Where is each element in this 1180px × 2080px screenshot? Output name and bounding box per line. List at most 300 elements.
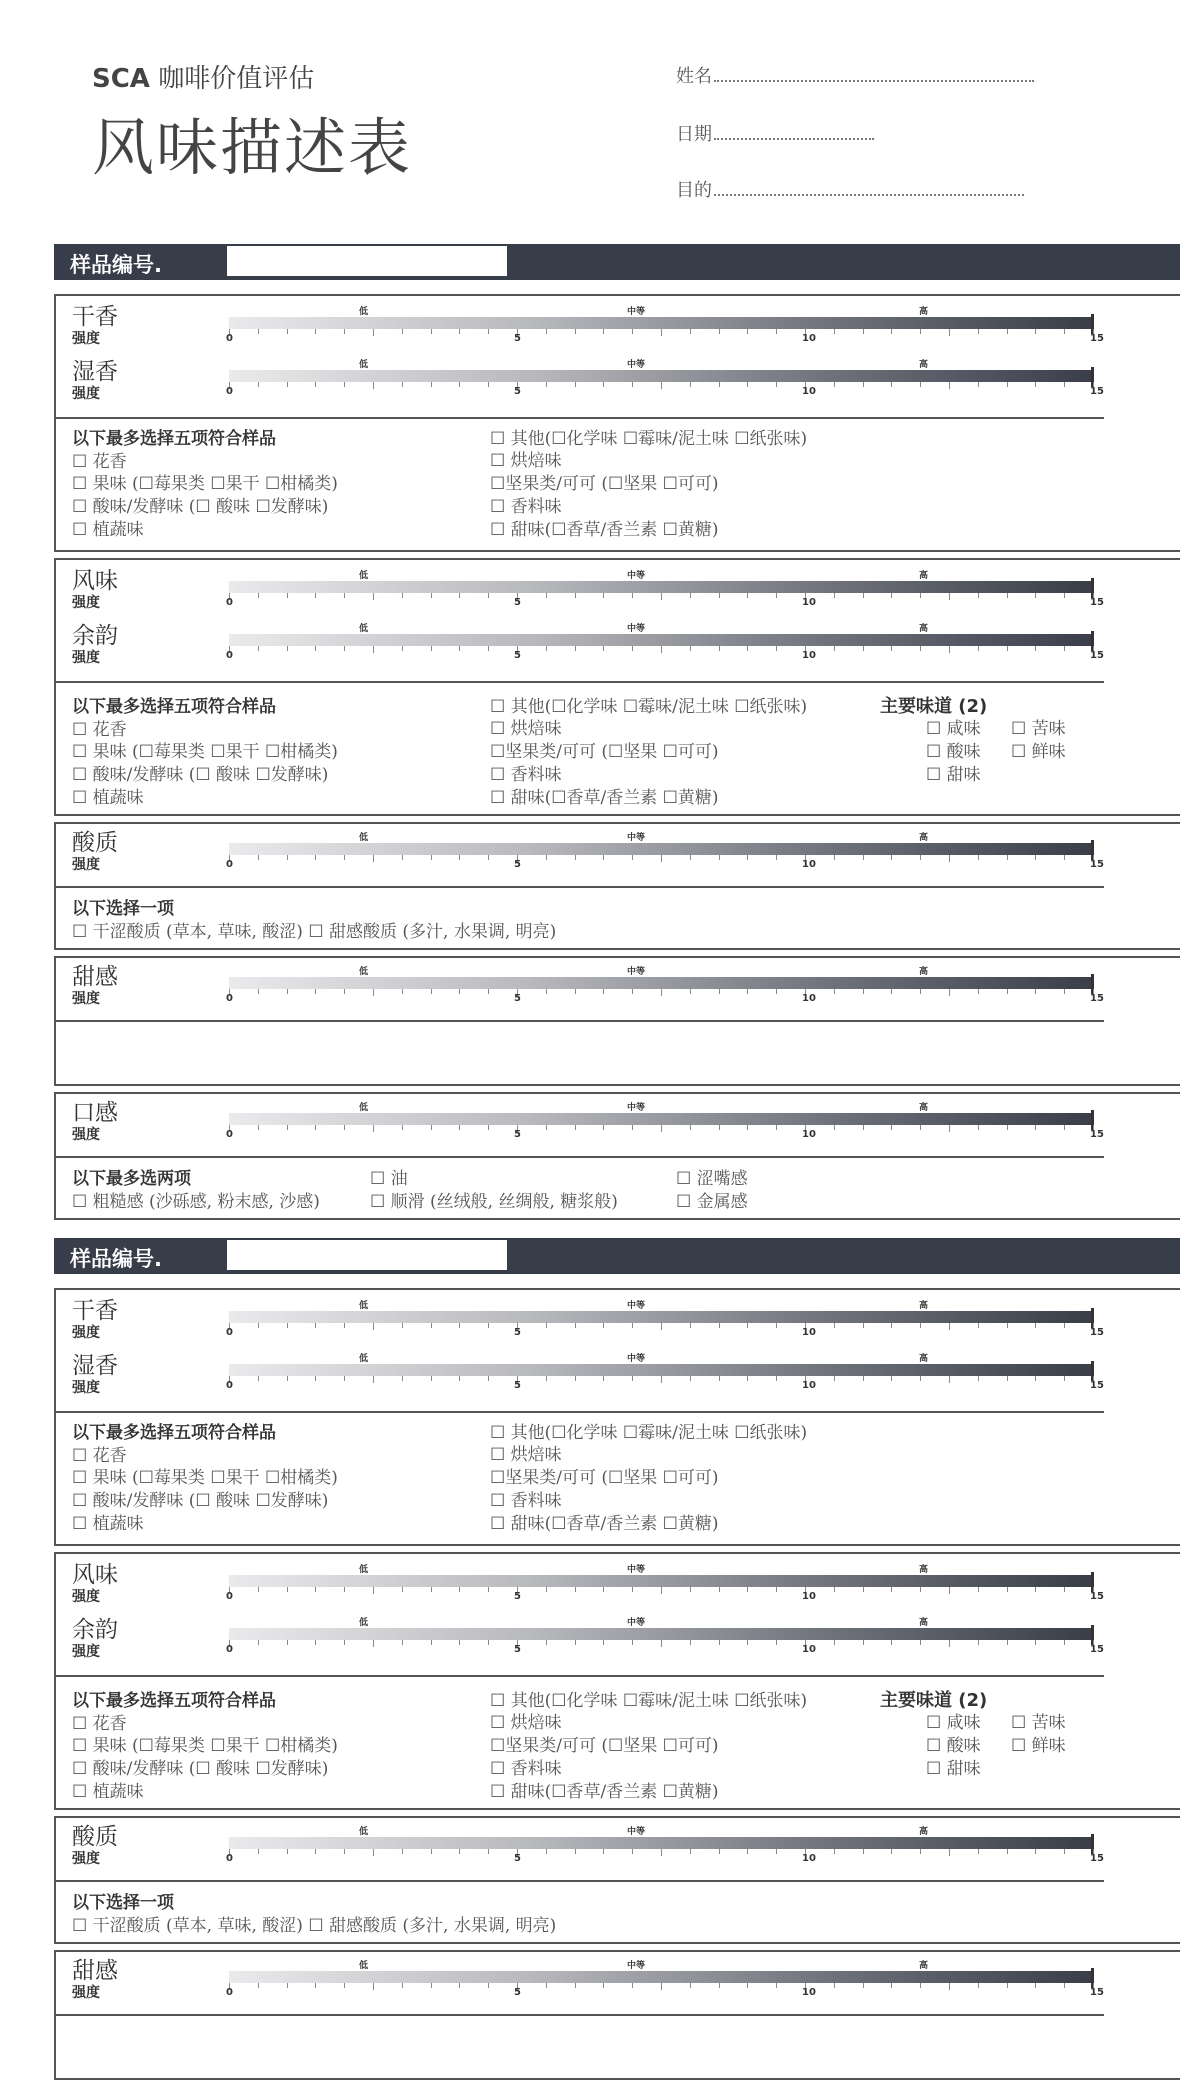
scale-tick: [373, 1125, 374, 1132]
option-sweet[interactable]: ☐ 甜味(☐香草/香兰素 ☐黄糖): [490, 520, 719, 540]
main-taste-salty[interactable]: ☐ 咸味: [926, 1713, 981, 1733]
form-subtitle: SCA 咖啡价值评估: [92, 64, 315, 94]
scale-tick: [488, 1587, 489, 1592]
fragrance-intensity-scale[interactable]: [226, 1298, 1109, 1338]
sweetness-card: [54, 1950, 1180, 2080]
intensity-bar[interactable]: [229, 370, 1093, 382]
main-taste-sweet[interactable]: ☐ 甜味: [926, 1759, 981, 1779]
option-spice[interactable]: ☐ 香料味: [490, 765, 562, 785]
scale-tick: [1035, 1125, 1036, 1130]
scale-tick: [546, 593, 547, 598]
scale-tick: [431, 1640, 432, 1645]
scale-tick: [373, 1849, 374, 1856]
scale-tick: [431, 1849, 432, 1854]
divider: [56, 886, 1104, 888]
main-taste-umami[interactable]: ☐ 鲜味: [1011, 742, 1066, 762]
acidity-options[interactable]: ☐ 干涩酸质 (草本, 草味, 酸涩) ☐ 甜感酸质 (多汁, 水果调, 明亮): [72, 1916, 557, 1936]
scale-tick: [891, 593, 892, 598]
sweetness-title: 甜感: [72, 1958, 118, 1984]
acidity-intensity-label: 强度: [72, 857, 100, 873]
option-sour[interactable]: ☐ 酸味/发酵味 (☐ 酸味 ☐发酵味): [72, 1759, 329, 1779]
scale-tick: [747, 1376, 748, 1381]
scale-tick: [690, 1125, 691, 1130]
scale-tick: [747, 1323, 748, 1328]
intensity-bar[interactable]: [229, 1837, 1093, 1849]
option-floral[interactable]: ☐ 花香: [72, 452, 127, 472]
option-spice[interactable]: ☐ 香料味: [490, 1759, 562, 1779]
scale-number: 0: [226, 333, 233, 344]
mouthfeel-rough[interactable]: ☐ 粗糙感 (沙砾感, 粉末感, 沙感): [72, 1192, 320, 1212]
scale-tick: [344, 329, 345, 334]
scale-number: 0: [226, 859, 233, 870]
acidity-label: [72, 1824, 118, 1868]
scale-tick: [978, 646, 979, 651]
fragrance-intensity-label: 强度: [72, 1325, 100, 1341]
scale-tick: [488, 593, 489, 598]
scale-number: 0: [226, 1129, 233, 1140]
scale-number: 5: [514, 993, 521, 1004]
scale-tick: [1007, 1125, 1008, 1130]
scale-low-label: 低: [359, 360, 369, 370]
scale-tick: [719, 855, 720, 860]
option-roasted[interactable]: ☐ 烘焙味: [490, 1445, 562, 1465]
scale-tick: [287, 1587, 288, 1592]
aroma-intensity-scale[interactable]: [226, 357, 1109, 397]
scale-tick: [978, 1983, 979, 1988]
scale-tick: [661, 1849, 662, 1856]
scale-tick: [373, 1587, 374, 1594]
scale-tick: [834, 329, 835, 334]
scale-mid-label: 中等: [627, 1618, 646, 1628]
scale-tick: [546, 1983, 547, 1988]
main-taste-salty[interactable]: ☐ 咸味: [926, 719, 981, 739]
scale-high-label: 高: [919, 624, 929, 634]
scale-tick: [488, 1849, 489, 1854]
flavor-intensity-scale[interactable]: [226, 1562, 1109, 1602]
scale-tick: [344, 593, 345, 598]
scale-tick: [776, 646, 777, 651]
scale-tick: [834, 593, 835, 598]
scale-tick: [719, 646, 720, 651]
scale-tick: [1035, 855, 1036, 860]
scale-tick: [719, 1640, 720, 1645]
scale-number: 15: [1090, 386, 1104, 397]
scale-tick: [891, 989, 892, 994]
scale-tick: [776, 855, 777, 860]
option-roasted[interactable]: ☐ 烘焙味: [490, 451, 562, 471]
scale-high-label: 高: [919, 1301, 929, 1311]
option-floral[interactable]: ☐ 花香: [72, 1714, 127, 1734]
scale-number: 15: [1090, 597, 1104, 608]
scale-tick: [402, 329, 403, 334]
scale-tick: [1007, 329, 1008, 334]
scale-tick: [344, 1587, 345, 1592]
scale-low-label: 低: [359, 1618, 369, 1628]
scale-tick: [287, 1376, 288, 1381]
scale-tick: [690, 1849, 691, 1854]
option-other[interactable]: ☐ 其他(☐化学味 ☐霉味/泥土味 ☐纸张味): [490, 697, 808, 717]
scale-tick: [1035, 1376, 1036, 1381]
scale-number: 10: [802, 1129, 816, 1140]
scale-tick: [575, 382, 576, 387]
scale-tick: [287, 646, 288, 651]
scale-tick: [834, 646, 835, 651]
option-roasted[interactable]: ☐ 烘焙味: [490, 1713, 562, 1733]
scale-tick: [344, 1376, 345, 1381]
scale-tick: [1007, 382, 1008, 387]
main-taste-bitter[interactable]: ☐ 苦味: [1011, 719, 1066, 739]
option-sweet[interactable]: ☐ 甜味(☐香草/香兰素 ☐黄糖): [490, 1782, 719, 1802]
scale-mid-label: 中等: [627, 967, 646, 977]
scale-tick: [373, 329, 374, 336]
fragrance-aroma-card: [54, 1288, 1180, 1546]
option-sweet[interactable]: ☐ 甜味(☐香草/香兰素 ☐黄糖): [490, 788, 719, 808]
option-veg[interactable]: ☐ 植蔬味: [72, 1514, 144, 1534]
scale-number: 15: [1090, 1591, 1104, 1602]
scale-tick: [1035, 329, 1036, 334]
scale-tick: [978, 1849, 979, 1854]
fragrance-title: 干香: [72, 1298, 118, 1324]
scale-tick: [661, 1125, 662, 1132]
flavor-intensity-label: 强度: [72, 595, 100, 611]
option-veg[interactable]: ☐ 植蔬味: [72, 788, 144, 808]
scale-tick: [690, 1640, 691, 1645]
scale-tick: [1064, 1587, 1065, 1592]
scale-tick: [287, 1640, 288, 1645]
scale-tick: [776, 329, 777, 334]
scale-tick: [834, 1640, 835, 1645]
scale-tick: [287, 1849, 288, 1854]
scale-number: 15: [1090, 859, 1104, 870]
intensity-bar[interactable]: [229, 843, 1093, 855]
scale-tick: [402, 1125, 403, 1130]
aroma-intensity-label: 强度: [72, 386, 100, 402]
scale-tick: [661, 855, 662, 862]
acidity-intensity-scale[interactable]: [226, 830, 1109, 870]
option-nutty[interactable]: ☐坚果类/可可 (☐坚果 ☐可可): [490, 474, 719, 494]
scale-tick: [863, 1640, 864, 1645]
intensity-bar[interactable]: [229, 634, 1093, 646]
scale-tick: [373, 1983, 374, 1990]
scale-tick: [863, 1125, 864, 1130]
sweetness-intensity-scale[interactable]: [226, 964, 1109, 1004]
divider: [56, 1156, 1104, 1158]
scale-tick: [920, 329, 921, 334]
scale-tick: [603, 1849, 604, 1854]
mouthfeel-intensity-scale[interactable]: [226, 1100, 1109, 1140]
scale-tick: [258, 1983, 259, 1988]
scale-number: 15: [1090, 1129, 1104, 1140]
scale-tick: [575, 1849, 576, 1854]
option-fruity[interactable]: ☐ 果味 (☐莓果类 ☐果干 ☐柑橘类): [72, 742, 338, 762]
scale-tick: [546, 1376, 547, 1381]
option-sour[interactable]: ☐ 酸味/发酵味 (☐ 酸味 ☐发酵味): [72, 497, 329, 517]
option-floral[interactable]: ☐ 花香: [72, 1446, 127, 1466]
scale-tick: [315, 1376, 316, 1381]
scale-tick: [373, 646, 374, 653]
flavor-aftertaste-card: [54, 1552, 1180, 1810]
scale-number: 10: [802, 1853, 816, 1864]
scale-number: 5: [514, 386, 521, 397]
scale-tick: [315, 593, 316, 598]
main-taste-heading: 主要味道 (2): [880, 1690, 988, 1711]
scale-number: 5: [514, 1129, 521, 1140]
scale-tick: [258, 855, 259, 860]
divider: [56, 681, 1104, 683]
scale-low-label: 低: [359, 1565, 369, 1575]
scale-tick: [603, 855, 604, 860]
sweetness-label: [72, 964, 118, 1008]
scale-tick: [661, 1983, 662, 1990]
option-floral[interactable]: ☐ 花香: [72, 720, 127, 740]
scale-tick: [776, 382, 777, 387]
option-other[interactable]: ☐ 其他(☐化学味 ☐霉味/泥土味 ☐纸张味): [490, 1423, 808, 1443]
scale-tick: [1064, 593, 1065, 598]
scale-tick: [258, 1587, 259, 1592]
scale-tick: [488, 1983, 489, 1988]
scale-tick: [863, 382, 864, 387]
scale-tick: [834, 382, 835, 387]
scale-tick: [575, 1125, 576, 1130]
scale-tick: [690, 1323, 691, 1328]
sample-number-band: [54, 244, 1180, 280]
acidity-options[interactable]: ☐ 干涩酸质 (草本, 草味, 酸涩) ☐ 甜感酸质 (多汁, 水果调, 明亮): [72, 922, 557, 942]
scale-tick: [1064, 1849, 1065, 1854]
scale-number: 15: [1090, 333, 1104, 344]
scale-tick: [978, 1640, 979, 1645]
mouthfeel-oily[interactable]: ☐ 油: [370, 1169, 408, 1189]
main-taste-sweet[interactable]: ☐ 甜味: [926, 765, 981, 785]
scale-number: 5: [514, 1380, 521, 1391]
aroma-intensity-scale[interactable]: [226, 1351, 1109, 1391]
scale-tick: [690, 646, 691, 651]
intensity-bar[interactable]: [229, 1113, 1093, 1125]
acidity-intensity-scale[interactable]: [226, 1824, 1109, 1864]
main-taste-umami[interactable]: ☐ 鲜味: [1011, 1736, 1066, 1756]
flavor-intensity-scale[interactable]: [226, 568, 1109, 608]
intensity-bar[interactable]: [229, 1364, 1093, 1376]
sweetness-intensity-scale[interactable]: [226, 1958, 1109, 1998]
scale-high-label: 高: [919, 1565, 929, 1575]
option-spice[interactable]: ☐ 香料味: [490, 497, 562, 517]
scale-tick: [546, 1125, 547, 1130]
scale-tick: [1064, 1323, 1065, 1328]
aftertaste-intensity-scale[interactable]: [226, 1615, 1109, 1655]
scale-tick: [402, 1587, 403, 1592]
scale-number: 5: [514, 650, 521, 661]
option-nutty[interactable]: ☐坚果类/可可 (☐坚果 ☐可可): [490, 1468, 719, 1488]
scale-tick: [488, 1376, 489, 1381]
scale-tick: [863, 989, 864, 994]
scale-tick: [632, 989, 633, 994]
main-taste-sour[interactable]: ☐ 酸味: [926, 1736, 981, 1756]
scale-number: 15: [1090, 1327, 1104, 1338]
scale-tick: [978, 989, 979, 994]
form-title: 风味描述表: [92, 111, 413, 184]
scale-tick: [776, 989, 777, 994]
scale-tick: [344, 855, 345, 860]
scale-mid-label: 中等: [627, 1961, 646, 1971]
scale-tick: [258, 1323, 259, 1328]
scale-tick: [776, 1323, 777, 1328]
scale-tick: [546, 1587, 547, 1592]
scale-tick: [575, 646, 576, 651]
date-field[interactable]: 日期: [676, 120, 874, 146]
scale-tick: [690, 1587, 691, 1592]
scale-tick: [949, 855, 950, 862]
scale-tick: [344, 1849, 345, 1854]
scale-tick: [747, 646, 748, 651]
main-taste-bitter[interactable]: ☐ 苦味: [1011, 1713, 1066, 1733]
acidity-label: [72, 830, 118, 874]
scale-number: 0: [226, 1987, 233, 1998]
scale-number: 10: [802, 1987, 816, 1998]
scale-tick: [661, 382, 662, 389]
scale-tick: [834, 855, 835, 860]
option-sour[interactable]: ☐ 酸味/发酵味 (☐ 酸味 ☐发酵味): [72, 765, 329, 785]
pick-five-instruction: 以下最多选择五项符合样品: [72, 1423, 276, 1443]
option-veg[interactable]: ☐ 植蔬味: [72, 520, 144, 540]
intensity-bar[interactable]: [229, 1311, 1093, 1323]
scale-number: 0: [226, 1644, 233, 1655]
scale-tick: [373, 1640, 374, 1647]
scale-tick: [891, 1640, 892, 1645]
intensity-bar[interactable]: [229, 1575, 1093, 1587]
scale-low-label: 低: [359, 1827, 369, 1837]
scale-tick: [949, 989, 950, 996]
option-fruity[interactable]: ☐ 果味 (☐莓果类 ☐果干 ☐柑橘类): [72, 1468, 338, 1488]
mouthfeel-smooth[interactable]: ☐ 顺滑 (丝绒般, 丝绸般, 糖浆般): [370, 1192, 618, 1212]
scale-tick: [603, 989, 604, 994]
scale-number: 5: [514, 1591, 521, 1602]
intensity-bar[interactable]: [229, 977, 1093, 989]
fragrance-aroma-card: [54, 294, 1180, 552]
divider: [56, 417, 1104, 419]
scale-tick: [546, 989, 547, 994]
sample-number-input[interactable]: [227, 246, 507, 278]
scale-tick: [488, 382, 489, 387]
purpose-field[interactable]: 目的: [676, 176, 1024, 202]
scale-tick: [603, 1587, 604, 1592]
intensity-bar[interactable]: [229, 1971, 1093, 1983]
scale-tick: [1007, 1849, 1008, 1854]
flavor-label: [72, 1562, 118, 1606]
scale-tick: [546, 646, 547, 651]
scale-tick: [287, 989, 288, 994]
scale-tick: [258, 329, 259, 334]
scale-tick: [258, 989, 259, 994]
option-nutty[interactable]: ☐坚果类/可可 (☐坚果 ☐可可): [490, 1736, 719, 1756]
scale-tick: [891, 329, 892, 334]
scale-tick: [863, 1376, 864, 1381]
scale-tick: [344, 382, 345, 387]
divider: [56, 1020, 1104, 1022]
scale-tick: [747, 329, 748, 334]
sweetness-intensity-label: 强度: [72, 1985, 100, 2001]
scale-tick: [632, 593, 633, 598]
intensity-bar[interactable]: [229, 317, 1093, 329]
intensity-bar[interactable]: [229, 1628, 1093, 1640]
scale-tick: [1035, 1640, 1036, 1645]
option-nutty[interactable]: ☐坚果类/可可 (☐坚果 ☐可可): [490, 742, 719, 762]
scale-tick: [459, 1323, 460, 1328]
intensity-bar[interactable]: [229, 581, 1093, 593]
acidity-card: [54, 822, 1180, 950]
scale-tick: [949, 1376, 950, 1383]
aftertaste-intensity-scale[interactable]: [226, 621, 1109, 661]
scale-tick: [315, 1125, 316, 1130]
scale-tick: [258, 1376, 259, 1381]
scale-tick: [719, 989, 720, 994]
option-veg[interactable]: ☐ 植蔬味: [72, 1782, 144, 1802]
scale-tick: [459, 1587, 460, 1592]
scale-tick: [891, 855, 892, 860]
scale-number: 0: [226, 597, 233, 608]
scale-tick: [891, 1849, 892, 1854]
scale-mid-label: 中等: [627, 307, 646, 317]
scale-tick: [978, 1125, 979, 1130]
scale-tick: [402, 382, 403, 387]
scale-tick: [1064, 382, 1065, 387]
scale-tick: [747, 1125, 748, 1130]
scale-tick: [863, 1323, 864, 1328]
scale-number: 15: [1090, 650, 1104, 661]
option-sour[interactable]: ☐ 酸味/发酵味 (☐ 酸味 ☐发酵味): [72, 1491, 329, 1511]
option-roasted[interactable]: ☐ 烘焙味: [490, 719, 562, 739]
scale-number: 10: [802, 993, 816, 1004]
scale-tick: [776, 1983, 777, 1988]
pick-five-instruction: 以下最多选择五项符合样品: [72, 1691, 276, 1711]
fragrance-label: [72, 304, 118, 348]
scale-mid-label: 中等: [627, 1827, 646, 1837]
scale-tick: [747, 855, 748, 860]
fragrance-intensity-scale[interactable]: [226, 304, 1109, 344]
mouthfeel-astringent[interactable]: ☐ 涩嘴感: [676, 1169, 748, 1189]
scale-low-label: 低: [359, 1301, 369, 1311]
scale-tick: [1035, 1849, 1036, 1854]
option-fruity[interactable]: ☐ 果味 (☐莓果类 ☐果干 ☐柑橘类): [72, 474, 338, 494]
scale-tick: [546, 855, 547, 860]
scale-mid-label: 中等: [627, 360, 646, 370]
sample-number-input[interactable]: [227, 1240, 507, 1272]
scale-tick: [920, 1983, 921, 1988]
scale-tick: [315, 1849, 316, 1854]
scale-number: 5: [514, 333, 521, 344]
name-field[interactable]: 姓名: [676, 62, 1034, 88]
scale-tick: [891, 1983, 892, 1988]
option-other[interactable]: ☐ 其他(☐化学味 ☐霉味/泥土味 ☐纸张味): [490, 1691, 808, 1711]
scale-tick: [1064, 989, 1065, 994]
option-sweet[interactable]: ☐ 甜味(☐香草/香兰素 ☐黄糖): [490, 1514, 719, 1534]
scale-tick: [431, 1983, 432, 1988]
scale-tick: [459, 989, 460, 994]
mouthfeel-metallic[interactable]: ☐ 金属感: [676, 1192, 748, 1212]
scale-tick: [373, 855, 374, 862]
scale-tick: [891, 1125, 892, 1130]
scale-number: 10: [802, 1380, 816, 1391]
scale-tick: [690, 1983, 691, 1988]
scale-tick: [776, 1849, 777, 1854]
main-taste-sour[interactable]: ☐ 酸味: [926, 742, 981, 762]
option-other[interactable]: ☐ 其他(☐化学味 ☐霉味/泥土味 ☐纸张味): [490, 429, 808, 449]
scale-tick: [719, 1983, 720, 1988]
option-spice[interactable]: ☐ 香料味: [490, 1491, 562, 1511]
scale-tick: [373, 1323, 374, 1330]
scale-tick: [603, 1983, 604, 1988]
option-fruity[interactable]: ☐ 果味 (☐莓果类 ☐果干 ☐柑橘类): [72, 1736, 338, 1756]
scale-tick: [431, 1587, 432, 1592]
scale-tick: [978, 1376, 979, 1381]
